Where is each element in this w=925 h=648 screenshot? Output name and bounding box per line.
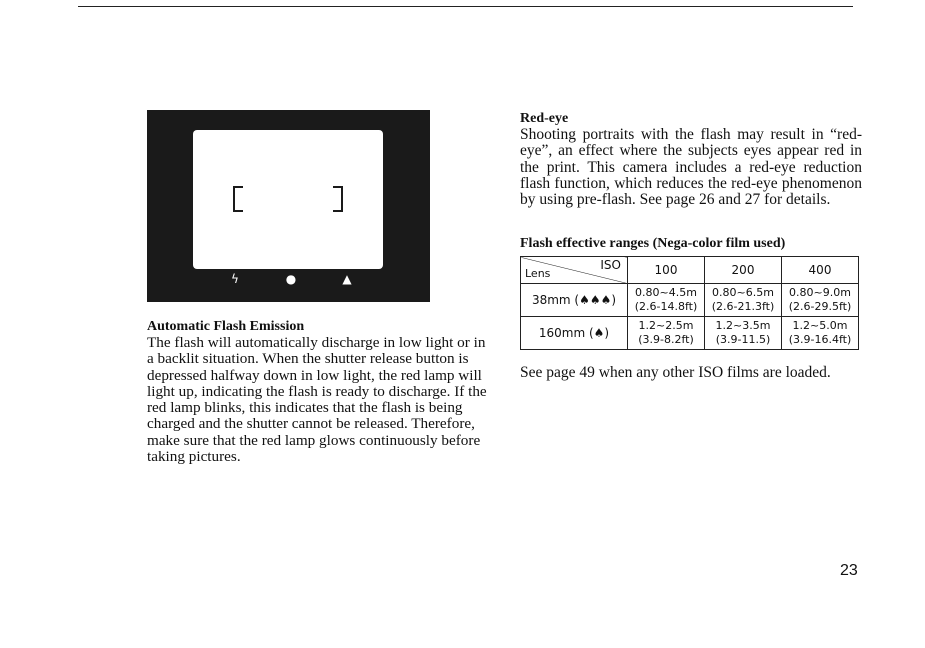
table-corner-cell [521, 257, 628, 284]
viewfinder-illustration [147, 110, 430, 302]
range-ft: (2.6-14.8ft) [634, 300, 698, 313]
mountain-icon: ▲ [342, 272, 352, 286]
table-row [521, 317, 859, 350]
red-eye-body: Shooting portraits with the flash may result in “red-eye”, an effect where the subjects eyes appear red in the print. This camera includes a red-eye reduction flash function, which reduces the red-eye phenomenon by using pre-flash. See page 26 and 27 for details. [520, 126, 862, 209]
range-cell [628, 317, 705, 350]
iso-header: 400 [782, 257, 859, 284]
table-header-row [521, 257, 859, 284]
range-cell [705, 284, 782, 317]
lens-label: 160mm (♠) [521, 317, 628, 350]
auto-flash-heading: Automatic Flash Emission [147, 319, 305, 334]
af-bracket-left [233, 186, 243, 212]
iso-header: 200 [705, 257, 782, 284]
red-eye-heading: Red-eye [520, 111, 569, 126]
flash-table-title-main: Flash effective ranges [520, 236, 650, 251]
range-ft: (2.6-21.3ft) [711, 300, 775, 313]
red-eye-section [520, 110, 865, 208]
flash-range-table [520, 256, 859, 350]
range-m: 0.80~4.5m [635, 286, 697, 299]
flash-table-title [520, 236, 785, 252]
page-number: 23 [840, 562, 858, 579]
range-ft: (3.9-8.2ft) [638, 333, 694, 346]
range-m: 0.80~9.0m [789, 286, 851, 299]
iso-header: 100 [628, 257, 705, 284]
flash-table-subtitle: (Nega-color film used) [652, 236, 786, 251]
range-cell [705, 317, 782, 350]
range-ft: (3.9-11.5) [715, 333, 771, 346]
iso-footnote: See page 49 when any other ISO films are loaded. [520, 364, 831, 381]
table-row [521, 284, 859, 317]
viewfinder-screen [193, 130, 383, 269]
lens-label: 38mm (♠♠♠) [521, 284, 628, 317]
auto-flash-section [147, 318, 492, 465]
range-cell [628, 284, 705, 317]
range-m: 0.80~6.5m [712, 286, 774, 299]
corner-lens-label: Lens [525, 267, 551, 280]
dot-icon: ● [285, 272, 297, 286]
range-cell [782, 284, 859, 317]
range-ft: (2.6-29.5ft) [788, 300, 852, 313]
auto-flash-body: The flash will automatically discharge in low light or in a backlit situation. When the shutter release button is depressed halfway down in low light, the red lamp will light up, indicating the flash is ready to discharge. If the red lamp blinks, this indicates that the flash is being charged and the shutter cannot be released. Therefore, make sure that the red lamp glows continuously before taking pictures. [147, 334, 487, 466]
af-bracket-right [333, 186, 343, 212]
top-rule [78, 6, 853, 7]
range-m: 1.2~3.5m [715, 319, 771, 332]
flash-icon: ϟ [231, 272, 239, 286]
corner-iso-label: ISO [600, 258, 621, 272]
range-m: 1.2~2.5m [638, 319, 694, 332]
range-cell [782, 317, 859, 350]
range-ft: (3.9-16.4ft) [788, 333, 852, 346]
range-m: 1.2~5.0m [792, 319, 848, 332]
